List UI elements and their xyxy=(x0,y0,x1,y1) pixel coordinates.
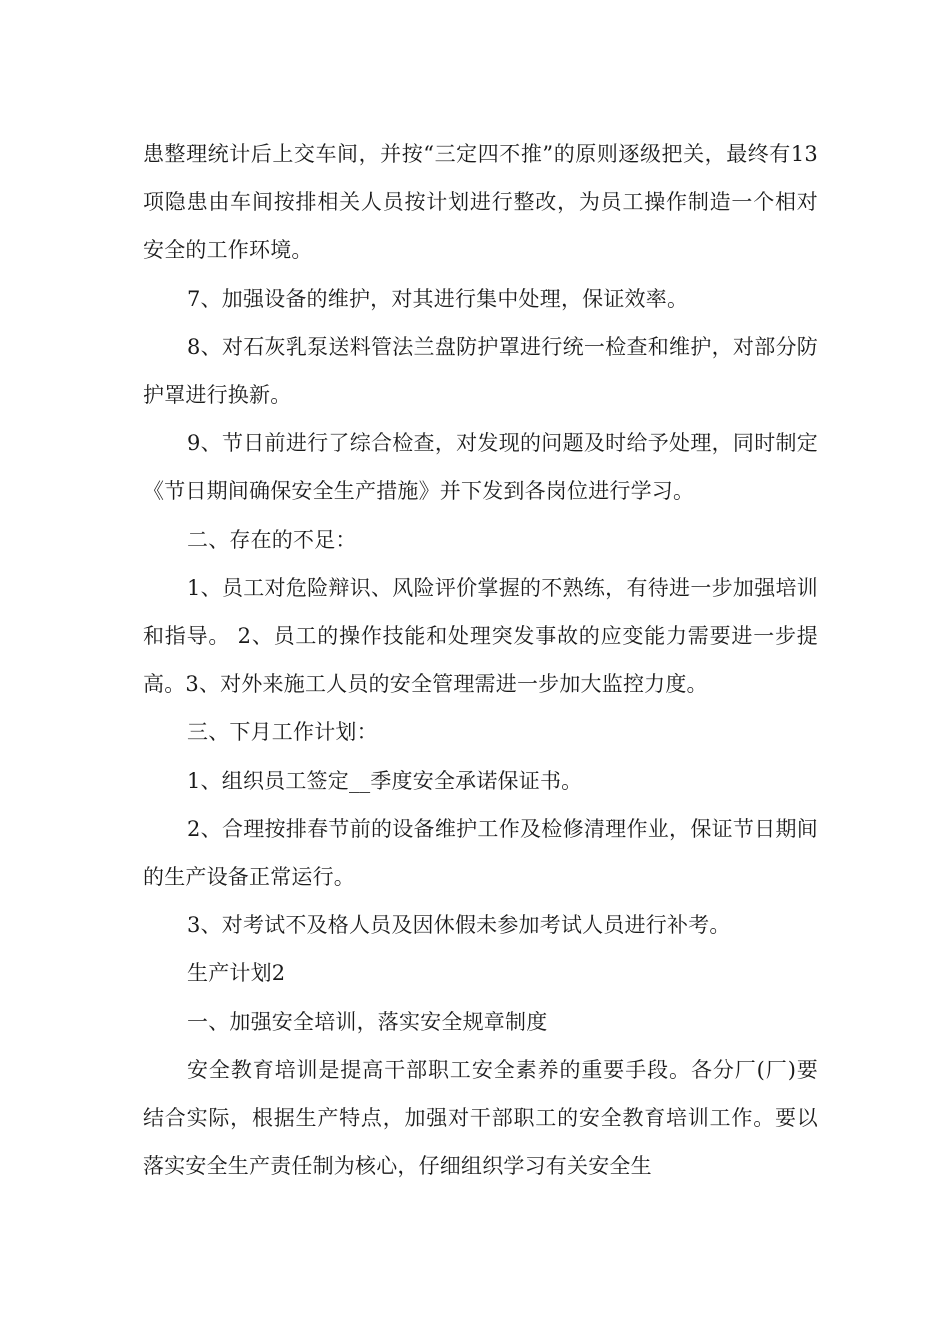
paragraph-plan-2: 2、合理按排春节前的设备维护工作及检修清理作业，保证节日期间的生产设备正常运行。 xyxy=(143,816,818,890)
document-body xyxy=(143,130,818,1190)
section-heading-training: 一、加强安全培训，落实安全规章制度 xyxy=(187,1009,548,1034)
paragraph-item-7: 7、加强设备的维护，对其进行集中处理，保证效率。 xyxy=(187,286,689,311)
section-heading-shortcomings: 二、存在的不足： xyxy=(187,527,357,552)
paragraph-item-9: 9、节日前进行了综合检查，对发现的问题及时给予处理，同时制定《节日期间确保安全生产措施》并下发到各岗位进行学习。 xyxy=(143,431,818,504)
section-heading-next-month: 三、下月工作计划： xyxy=(187,720,378,745)
paragraph-item-8: 8、对石灰乳泵送料管法兰盘防护罩进行统一检查和维护，对部分防护罩进行换新。 xyxy=(143,334,818,408)
paragraph-shortcomings: 1、员工对危险辩识、风险评价掌握的不熟练，有待进一步加强培训和指导。 2、员工的操作技能和处理突发事故的应变能力需要进一步提高。3、对外来施工人员的安全管理需进一步加大监控力度。 xyxy=(143,575,818,697)
heading-production-plan-2: 生产计划2 xyxy=(187,961,286,986)
paragraph-plan-3: 3、对考试不及格人员及因休假未参加考试人员进行补考。 xyxy=(187,913,731,938)
paragraph-continuation: 患整理统计后上交车间，并按“三定四不推”的原则逐级把关，最终有13项隐患由车间按排相关人员按计划进行整改，为员工操作制造一个相对安全的工作环境。 xyxy=(143,142,818,263)
paragraph-plan-1: 1、组织员工签定__季度安全承诺保证书。 xyxy=(187,768,583,793)
paragraph-training: 安全教育培训是提高干部职工安全素养的重要手段。各分厂(厂)要结合实际，根据生产特点，加强对干部职工的安全教育培训工作。要以落实安全生产责任制为核心，仔细组织学习有关安全生 xyxy=(143,1057,818,1179)
